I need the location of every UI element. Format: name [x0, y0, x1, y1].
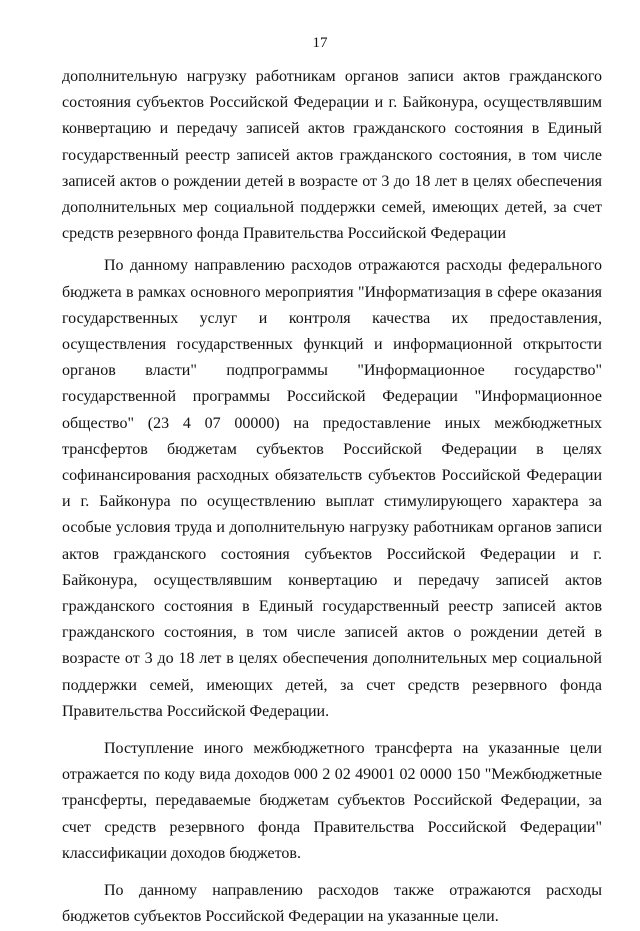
paragraph-regional-expenses: По данному направлению расходов также отражаются расходы бюджетов субъектов Российской Федерации на указанные цели. — [62, 882, 602, 926]
paragraph-revenue-code: Поступление иного межбюджетного трансферта на указанные цели отражается по коду вида доходов 000 2 02 49001 02 0000 150 "Межбюджетные трансферты, передаваемые бюджетам субъектов Российской Федерации, за счет средств резервного фонда Правительства Российской Федерации" классификации доходов бюджетов. — [62, 740, 602, 862]
page-number: 17 — [312, 35, 328, 51]
paragraph-continuation: дополнительную нагрузку работникам органов записи актов гражданского состояния субъектов Российской Федерации и г. Байконура, осуществлявшим конвертацию и передачу записей актов гражданского состояния в Единый государственный реестр записей актов гражданского состояния, в том числе записей актов о рождении детей в возрасте от 3 до 18 лет в целях обеспечения дополнительных мер социальной поддержки семей, имеющих детей, за счет средств резервного фонда Правительства Российской Федерации — [62, 68, 602, 243]
paragraph-expense-description: По данному направлению расходов отражаются расходы федерального бюджета в рамках основного мероприятия "Информатизация в сфере оказания государственных услуг и контроля качества их предоставления, осуществления государственных функций и информационной открытости органов власти" подпрограммы "Информационное государство" государственной программы Российской Федерации "Информационное общество" (23 4 07 00000) на предоставление иных межбюджетных трансфертов бюджетам субъектов Российской Федерации в целях софинансирования расходных обязательств субъектов Российской Федерации и г. Байконура по осуществлению выплат стимулирующего характера за особые условия труда и дополнительную нагрузку работникам органов записи актов гражданского состояния субъектов Российской Федерации и г. Байконура, осуществлявшим конвертацию и передачу записей актов гражданского состояния в Единый государственный реестр записей актов гражданского состояния, в том числе записей актов о рождении детей в возрасте от 3 до 18 лет в целях обеспечения дополнительных мер социальной поддержки семей, имеющих детей, за счет средств резервного фонда Правительства Российской Федерации. — [62, 257, 602, 720]
document-body — [62, 64, 602, 931]
